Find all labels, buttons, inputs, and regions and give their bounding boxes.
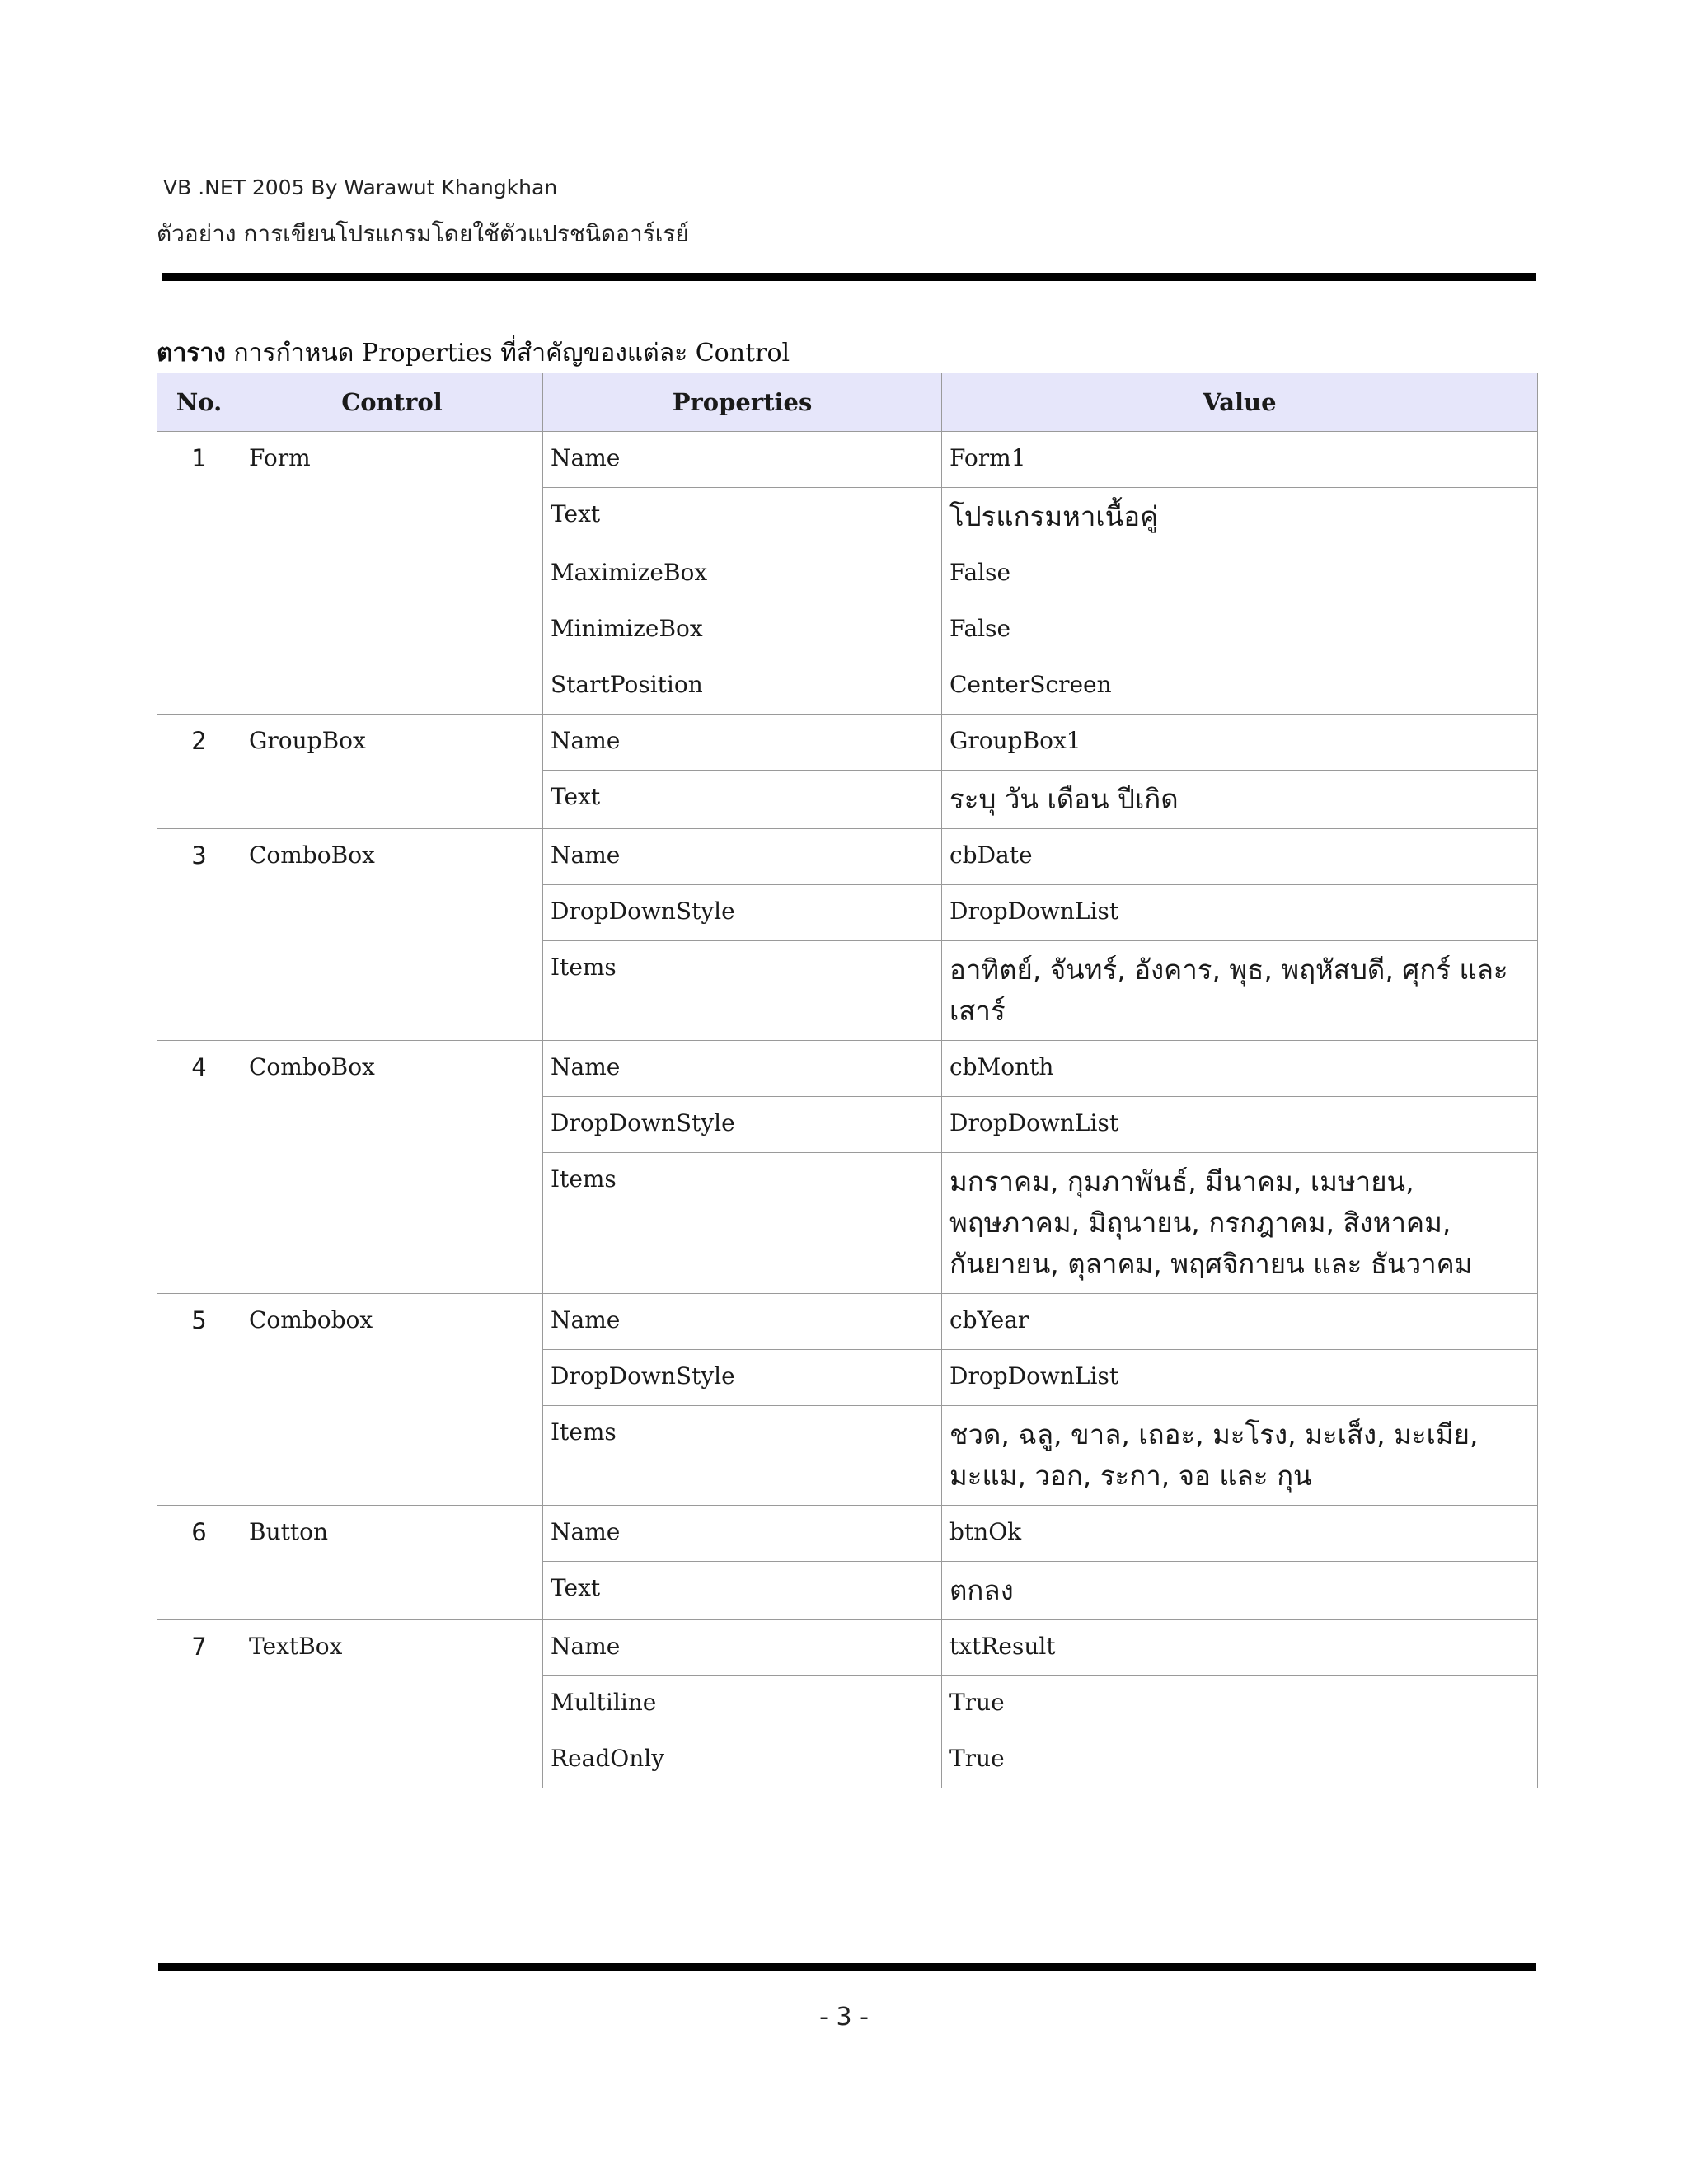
header-divider: [162, 273, 1536, 281]
property-name-cell: Items: [543, 941, 942, 1041]
property-value-cell: cbDate: [942, 829, 1538, 885]
property-value-cell: DropDownList: [942, 1350, 1538, 1406]
property-value-cell: โปรแกรมหาเนื้อคู่: [942, 488, 1538, 546]
table-body: [157, 432, 1538, 1788]
property-name-cell: Name: [543, 1294, 942, 1350]
control-type-cell: ComboBox: [241, 1041, 543, 1294]
document-header-title: VB .NET 2005 By Warawut Khangkhan: [163, 176, 558, 199]
property-value-cell: มกราคม, กุมภาพันธ์, มีนาคม, เมษายน, พฤษภาคม, มิถุนายน, กรกฎาคม, สิงหาคม, กันยายน, ตุลาคม, พฤศจิกายน และ ธันวาคม: [942, 1153, 1538, 1294]
property-value-cell: DropDownList: [942, 885, 1538, 941]
property-value-cell: txtResult: [942, 1620, 1538, 1676]
page-number: - 3 -: [819, 2003, 869, 2032]
table-row: [157, 1041, 1538, 1097]
property-value-cell: CenterScreen: [942, 658, 1538, 715]
table-caption-label: ตาราง: [157, 339, 226, 368]
table-caption-text: การกำหนด Properties ที่สำคัญของแต่ละ Control: [233, 339, 790, 368]
control-type-cell: GroupBox: [241, 715, 543, 829]
property-value-cell: btnOk: [942, 1506, 1538, 1562]
property-name-cell: Text: [543, 488, 942, 546]
document-header-subtitle: ตัวอย่าง การเขียนโปรแกรมโดยใช้ตัวแปรชนิดอาร์เรย์: [157, 220, 689, 247]
property-name-cell: Name: [543, 432, 942, 488]
table-header-row: [157, 373, 1538, 432]
property-name-cell: Text: [543, 1562, 942, 1620]
footer-divider: [158, 1963, 1536, 1971]
property-name-cell: DropDownStyle: [543, 1350, 942, 1406]
property-value-cell: cbMonth: [942, 1041, 1538, 1097]
property-value-cell: True: [942, 1676, 1538, 1732]
property-value-cell: ระบุ วัน เดือน ปีเกิด: [942, 771, 1538, 829]
property-name-cell: MinimizeBox: [543, 602, 942, 658]
property-name-cell: Name: [543, 1620, 942, 1676]
property-value-cell: ตกลง: [942, 1562, 1538, 1620]
property-name-cell: Name: [543, 829, 942, 885]
table-row: [157, 1294, 1538, 1350]
property-name-cell: Multiline: [543, 1676, 942, 1732]
control-number-cell: 6: [157, 1506, 241, 1620]
property-value-cell: ชวด, ฉลู, ขาล, เถอะ, มะโรง, มะเส็ง, มะเมีย, มะแม, วอก, ระกา, จอ และ กุน: [942, 1406, 1538, 1506]
properties-table: [157, 373, 1538, 1788]
table-row: [157, 715, 1538, 771]
property-name-cell: Name: [543, 715, 942, 771]
table-row: [157, 1620, 1538, 1676]
control-type-cell: Combobox: [241, 1294, 543, 1506]
property-name-cell: DropDownStyle: [543, 1097, 942, 1153]
table-row: [157, 829, 1538, 885]
control-number-cell: 2: [157, 715, 241, 829]
column-header-control: Control: [241, 373, 543, 432]
column-header-no: No.: [157, 373, 241, 432]
property-name-cell: StartPosition: [543, 658, 942, 715]
property-value-cell: False: [942, 602, 1538, 658]
property-name-cell: Name: [543, 1041, 942, 1097]
column-header-properties: Properties: [543, 373, 942, 432]
control-number-cell: 4: [157, 1041, 241, 1294]
property-name-cell: MaximizeBox: [543, 546, 942, 602]
control-number-cell: 7: [157, 1620, 241, 1788]
property-name-cell: Items: [543, 1153, 942, 1294]
table-caption: [157, 334, 790, 373]
control-type-cell: ComboBox: [241, 829, 543, 1041]
property-value-cell: DropDownList: [942, 1097, 1538, 1153]
control-type-cell: TextBox: [241, 1620, 543, 1788]
property-name-cell: ReadOnly: [543, 1732, 942, 1788]
property-value-cell: cbYear: [942, 1294, 1538, 1350]
property-value-cell: อาทิตย์, จันทร์, อังคาร, พุธ, พฤหัสบดี, ศุกร์ และ เสาร์: [942, 941, 1538, 1041]
control-number-cell: 3: [157, 829, 241, 1041]
table-row: [157, 1506, 1538, 1562]
column-header-value: Value: [942, 373, 1538, 432]
control-number-cell: 1: [157, 432, 241, 715]
property-name-cell: Items: [543, 1406, 942, 1506]
property-name-cell: Text: [543, 771, 942, 829]
control-number-cell: 5: [157, 1294, 241, 1506]
table-row: [157, 432, 1538, 488]
property-value-cell: GroupBox1: [942, 715, 1538, 771]
property-name-cell: DropDownStyle: [543, 885, 942, 941]
property-value-cell: Form1: [942, 432, 1538, 488]
control-type-cell: Form: [241, 432, 543, 715]
property-value-cell: False: [942, 546, 1538, 602]
control-type-cell: Button: [241, 1506, 543, 1620]
property-value-cell: True: [942, 1732, 1538, 1788]
property-name-cell: Name: [543, 1506, 942, 1562]
